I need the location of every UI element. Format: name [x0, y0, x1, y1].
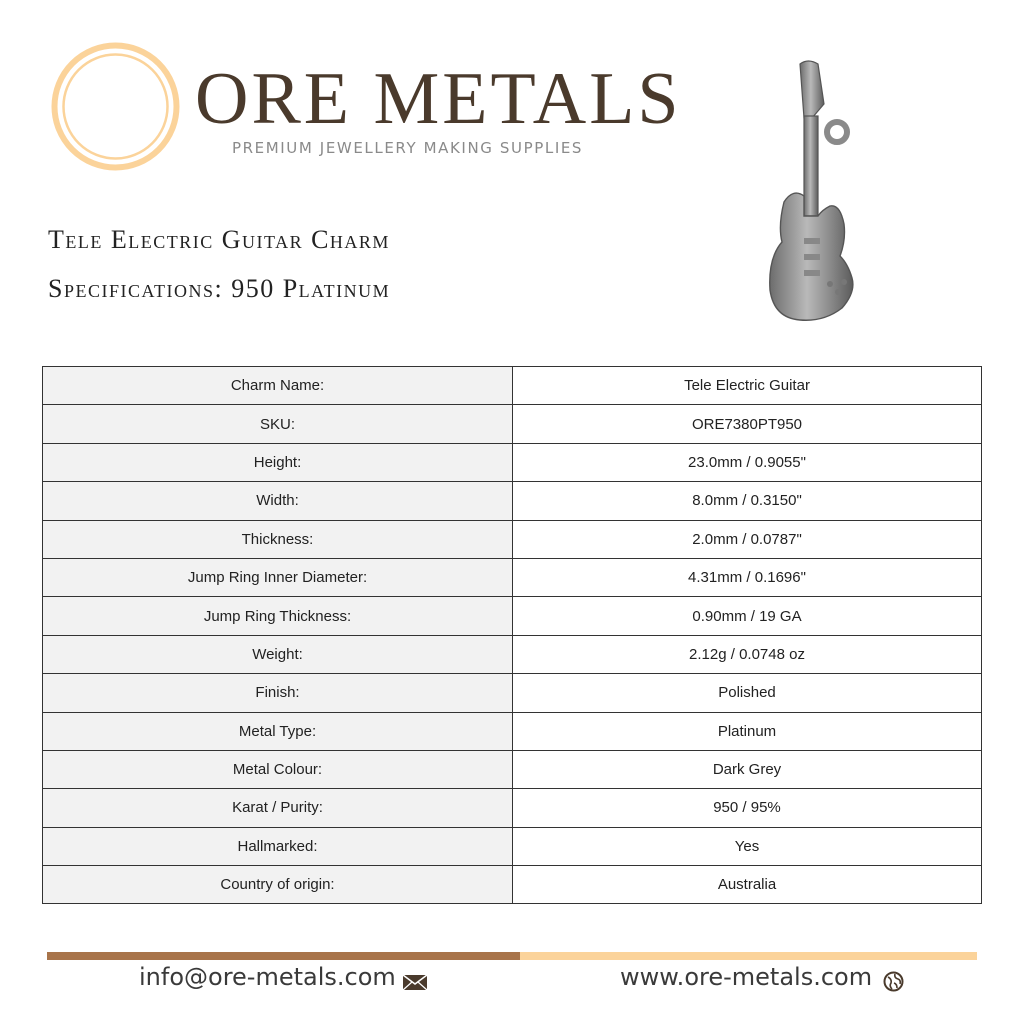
table-row	[43, 520, 982, 558]
table-row	[43, 405, 982, 443]
globe-icon	[883, 971, 904, 992]
spec-value: 2.0mm / 0.0787"	[513, 520, 982, 558]
spec-value: 2.12g / 0.0748 oz	[513, 635, 982, 673]
table-row	[43, 367, 982, 405]
brand-tagline: PREMIUM JEWELLERY MAKING SUPPLIES	[232, 139, 584, 157]
spec-label: Hallmarked:	[43, 827, 513, 865]
spec-value: 8.0mm / 0.3150"	[513, 482, 982, 520]
spec-label: Finish:	[43, 674, 513, 712]
spec-label: Weight:	[43, 635, 513, 673]
spec-label: Metal Colour:	[43, 750, 513, 788]
spec-value: 0.90mm / 19 GA	[513, 597, 982, 635]
spec-label: Height:	[43, 443, 513, 481]
footer-divider-brown	[47, 952, 520, 960]
table-row	[43, 674, 982, 712]
spec-label: Karat / Purity:	[43, 789, 513, 827]
spec-value: Polished	[513, 674, 982, 712]
spec-value: Tele Electric Guitar	[513, 367, 982, 405]
table-row	[43, 597, 982, 635]
footer-divider-gold	[520, 952, 977, 960]
spec-value: Dark Grey	[513, 750, 982, 788]
brand-name: ORE METALS	[195, 58, 682, 140]
spec-value: 4.31mm / 0.1696"	[513, 558, 982, 596]
table-row	[43, 558, 982, 596]
product-subtitle: Specifications: 950 Platinum	[48, 274, 391, 303]
spec-value: Australia	[513, 866, 982, 904]
table-row	[43, 866, 982, 904]
spec-value: ORE7380PT950	[513, 405, 982, 443]
spec-label: Thickness:	[43, 520, 513, 558]
table-row	[43, 482, 982, 520]
spec-label: Charm Name:	[43, 367, 513, 405]
envelope-icon	[402, 974, 428, 991]
table-row	[43, 635, 982, 673]
table-row	[43, 443, 982, 481]
gold-ring-icon	[50, 41, 181, 172]
website-link[interactable]: www.ore-metals.com	[620, 963, 873, 991]
spec-label: Country of origin:	[43, 866, 513, 904]
spec-value: 950 / 95%	[513, 789, 982, 827]
spec-label: SKU:	[43, 405, 513, 443]
table-row	[43, 712, 982, 750]
spec-label: Metal Type:	[43, 712, 513, 750]
spec-value: Platinum	[513, 712, 982, 750]
spec-label: Jump Ring Thickness:	[43, 597, 513, 635]
product-title: Tele Electric Guitar Charm	[48, 225, 390, 254]
spec-label: Width:	[43, 482, 513, 520]
table-row	[43, 827, 982, 865]
electric-guitar-charm-icon	[760, 56, 864, 328]
spec-value: 23.0mm / 0.9055"	[513, 443, 982, 481]
spec-label: Jump Ring Inner Diameter:	[43, 558, 513, 596]
spec-value: Yes	[513, 827, 982, 865]
table-row	[43, 750, 982, 788]
specifications-table	[42, 366, 982, 904]
table-row	[43, 789, 982, 827]
email-link[interactable]: info@ore-metals.com	[139, 963, 396, 991]
